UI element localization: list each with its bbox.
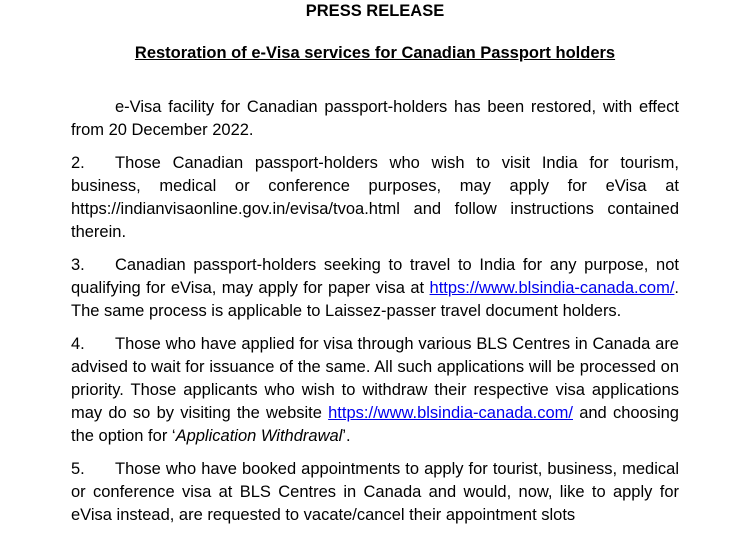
- paragraph-4-number: 4.: [71, 335, 85, 353]
- paragraph-3-text-after: . The same process is applicable to Laissez-passer travel document holders.: [71, 279, 679, 320]
- paragraph-5-text: Those who have booked appointments to apply for tourist, business, medical or conference visa at BLS Centres in Canada and would, now, like to apply for eVisa instead, are requested to vacate/cancel their appointment slots: [71, 460, 679, 524]
- bls-india-canada-link[interactable]: https://www.blsindia-canada.com/: [328, 404, 573, 422]
- paragraph-2-number: 2.: [71, 154, 85, 172]
- paragraph-2-text: Those Canadian passport-holders who wish to visit India for tourism, business, medical or conference purposes, may apply for eVisa at https://indianvisaonline.gov.in/evisa/tvoa.html and follow instructions contained therein.: [71, 154, 679, 241]
- paragraph-1: [71, 96, 679, 142]
- paragraph-5: [71, 458, 679, 527]
- paragraph-4-text-after: ’.: [342, 427, 351, 445]
- document-heading: PRESS RELEASE: [305, 2, 445, 20]
- press-release-page: [71, 0, 679, 527]
- bls-india-canada-link[interactable]: https://www.blsindia-canada.com/: [429, 279, 675, 297]
- paragraph-3: [71, 254, 679, 323]
- paragraph-4-text-before: Those who have applied for visa through various BLS Centres in Canada are advised to wait for issuance of the same. All such applications will be processed on priority. Those applicants who wish to withdraw their respective visa applications may do so by visiting the website: [71, 335, 679, 422]
- paragraph-2: [71, 152, 679, 244]
- paragraph-4-text-middle: and choosing the option for ‘: [71, 404, 679, 445]
- application-withdrawal-emphasis: Application Withdrawal: [175, 427, 343, 445]
- paragraph-1-text: e-Visa facility for Canadian passport-holders has been restored, with effect from 20 December 2022.: [71, 98, 679, 139]
- paragraph-4: [71, 333, 679, 448]
- document-subheading: Restoration of e-Visa services for Canadian Passport holders: [134, 44, 616, 62]
- paragraph-3-text-before: Canadian passport-holders seeking to travel to India for any purpose, not qualifying for eVisa, may apply for paper visa at: [71, 256, 679, 297]
- paragraph-5-number: 5.: [71, 460, 85, 478]
- paragraph-3-number: 3.: [71, 256, 85, 274]
